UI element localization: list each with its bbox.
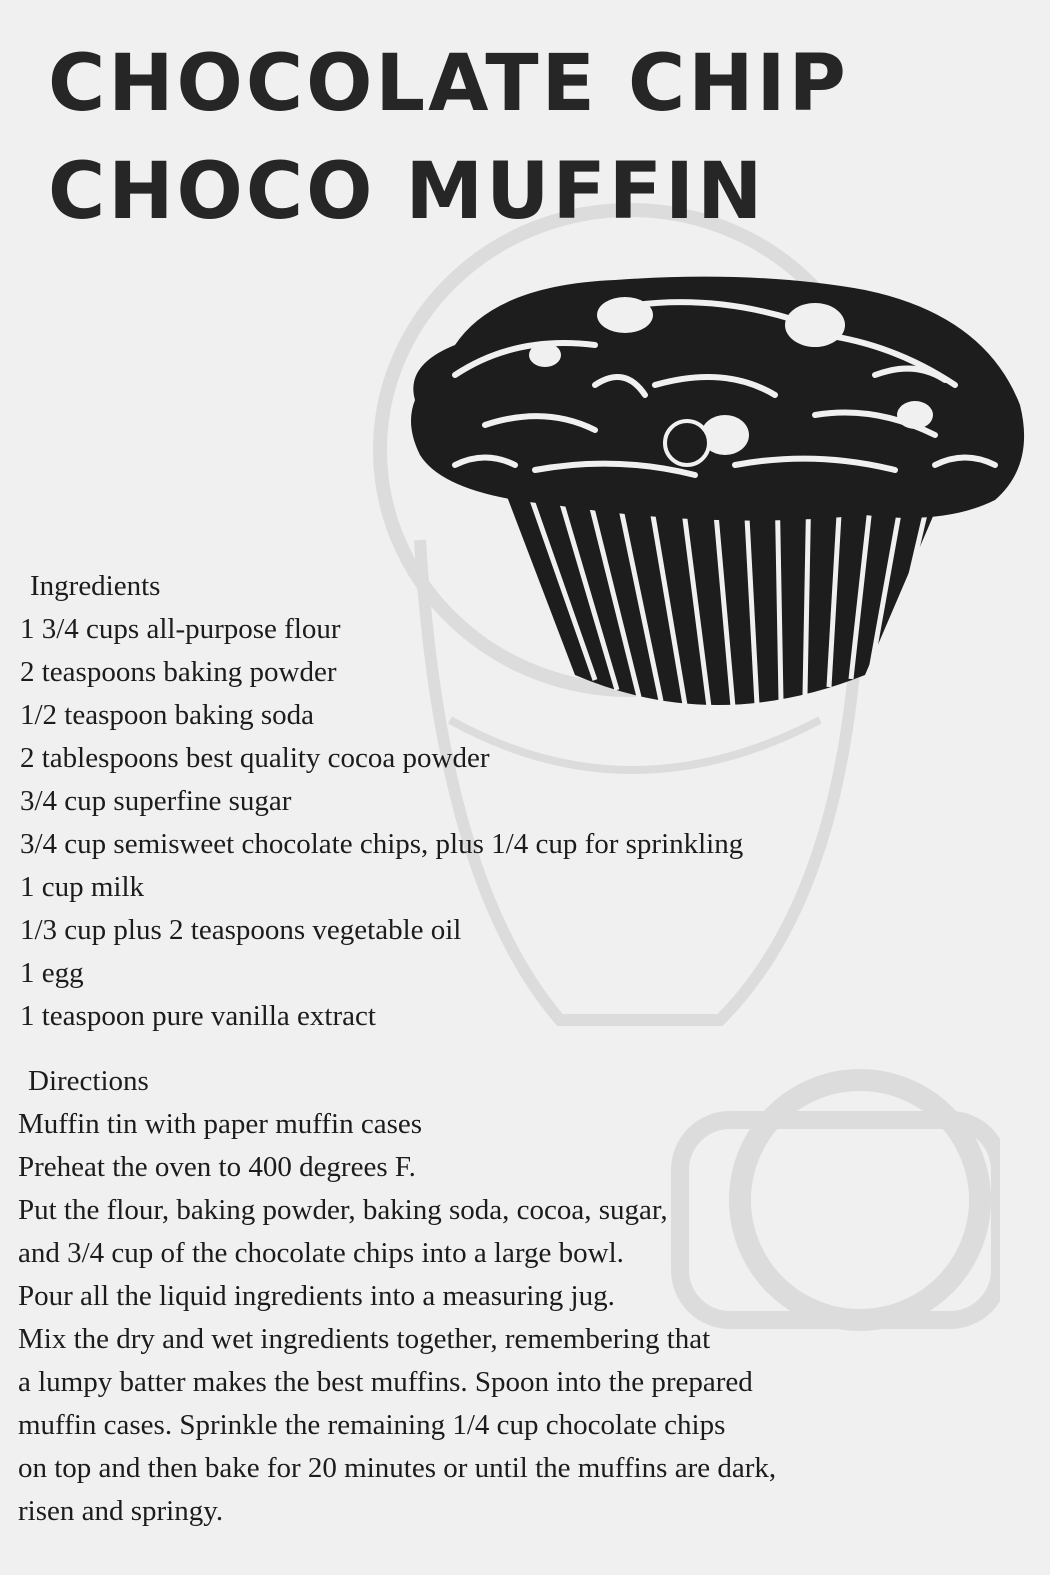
ingredient-item: 1/2 teaspoon baking soda (20, 699, 314, 731)
direction-line: Preheat the oven to 400 degrees F. (18, 1151, 416, 1183)
recipe-title (48, 30, 849, 246)
ingredient-item: 1 teaspoon pure vanilla extract (20, 1000, 376, 1032)
direction-line: and 3/4 cup of the chocolate chips into a large bowl. (18, 1237, 624, 1269)
direction-line: on top and then bake for 20 minutes or until the muffins are dark, (18, 1452, 777, 1484)
direction-line: Pour all the liquid ingredients into a measuring jug. (18, 1280, 615, 1312)
direction-line: Mix the dry and wet ingredients together, remembering that (18, 1323, 711, 1355)
ingredient-item: 2 tablespoons best quality cocoa powder (20, 742, 490, 774)
title-line-2: CHOCO MUFFIN (48, 147, 766, 237)
directions-heading: Directions (28, 1065, 149, 1097)
direction-line: muffin cases. Sprinkle the remaining 1/4 cup chocolate chips (18, 1409, 726, 1441)
direction-line: Muffin tin with paper muffin cases (18, 1108, 423, 1140)
direction-line: a lumpy batter makes the best muffins. Spoon into the prepared (18, 1366, 753, 1398)
ingredient-item: 1 cup milk (20, 871, 145, 903)
ingredients-section (20, 565, 1020, 1038)
direction-line: Put the flour, baking powder, baking soda, cocoa, sugar, (18, 1194, 668, 1226)
direction-line: risen and springy. (18, 1495, 224, 1527)
ingredient-item: 1 egg (20, 957, 84, 989)
ingredient-item: 1/3 cup plus 2 teaspoons vegetable oil (20, 914, 462, 946)
ingredient-item: 1 3/4 cups all-purpose flour (20, 613, 341, 645)
ingredient-item: 3/4 cup semisweet chocolate chips, plus 1/4 cup for sprinkling (20, 828, 744, 860)
title-line-1: CHOCOLATE CHIP (48, 39, 849, 129)
directions-section (18, 1060, 1043, 1533)
ingredient-item: 2 teaspoons baking powder (20, 656, 337, 688)
ingredient-item: 3/4 cup superfine sugar (20, 785, 292, 817)
ingredients-heading: Ingredients (30, 570, 161, 602)
